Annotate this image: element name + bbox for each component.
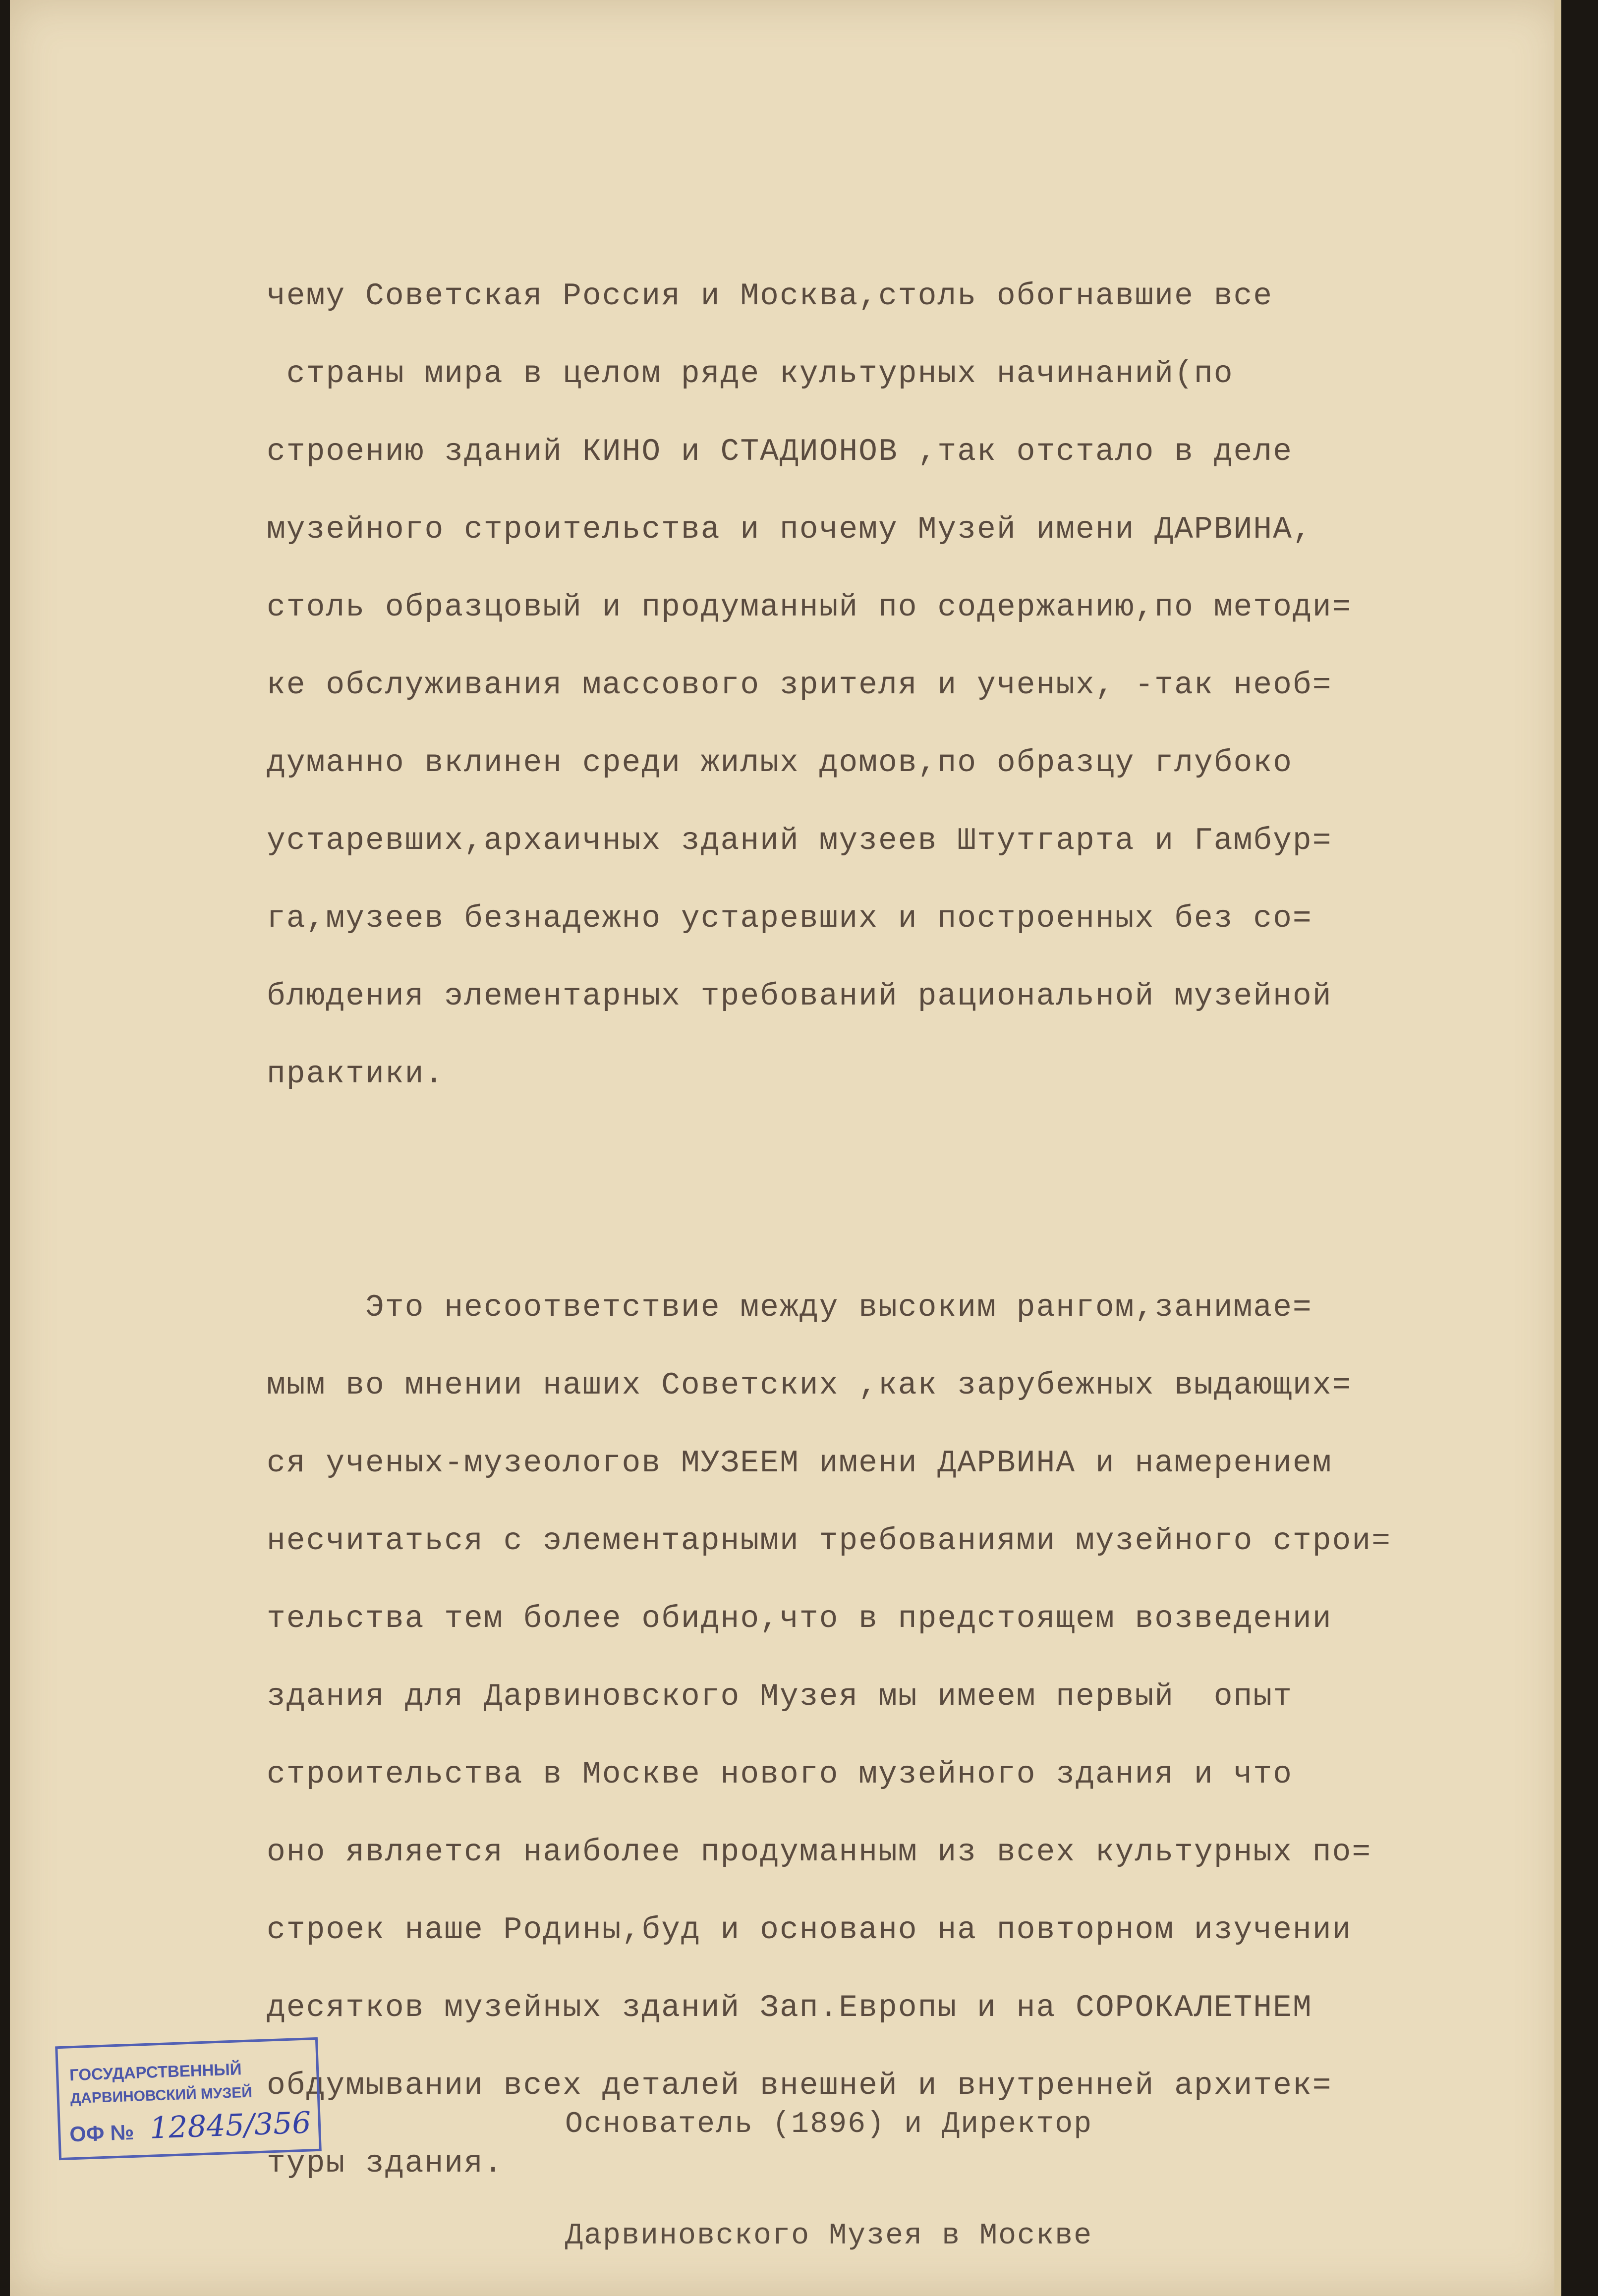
stamp-border (55, 2037, 322, 2160)
signature-block (565, 2032, 1149, 2296)
paragraph-high-rank: Это несоответствие между высоким рангом,занимае= мым во мнении наших Советских ,как зарубежных выдающих= ся ученых-музеологов МУЗЕЕМ имени ДАРВИНА и намерением несчитаться с элементарными требованиями музейного строи= тельства тем более обидно,что в предстоящем возведении здания для Дарвиновского Музея мы имеем первый опыт строительства в Москве нового музейного здания и что оно является наиболее продуманным из всех культурных по= строек наше Родины,буд и основано на повторном изучении десятков музейных зданий Зап.Европы и на СОРОКАЛЕТНЕМ обдумывании всех деталей внешней и внутренней архитек= туры здания. (267, 1290, 1391, 2181)
stamp-museum-text: ДАРВИНОВСКИЙ МУЗЕЙ (70, 2084, 253, 2107)
stamp-number-label: ОФ № (69, 2120, 135, 2147)
paper-right-edge (1554, 0, 1561, 2296)
paragraph-museum-construction: чему Советская Россия и Москва,столь обогнавшие все страны мира в целом ряде культурных начинаний(по строению зданий КИНО и СТАДИОНОВ ,так отстало в деле музейного строительства и почему Музей имени ДАРВИНА, столь образцовый и продуманный по содержанию,по методи= ке обслуживания массового зрителя и ученых, -так необ= думанно вклинен среди жилых домов,по образцу глубоко устаревших,архаичных зданий музеев Штутгарта и Гамбур= га,музеев безнадежно устаревших и построенных без со= блюдения элементарных требований рациональной музейной практики. (267, 279, 1352, 1092)
archival-typed-page (10, 0, 1561, 2296)
typed-letter-body (267, 102, 1536, 2296)
museum-inventory-stamp (57, 2042, 335, 2156)
signature-museum-name: Дарвиновского Музея в Москве (565, 2219, 1093, 2253)
stamp-state-text: ГОСУДАРСТВЕННЫЙ (69, 2060, 242, 2084)
handwritten-inventory-number: 12845/356 (149, 2105, 312, 2146)
signature-founder-director: Основатель (1896) и Директор (565, 2108, 1093, 2141)
